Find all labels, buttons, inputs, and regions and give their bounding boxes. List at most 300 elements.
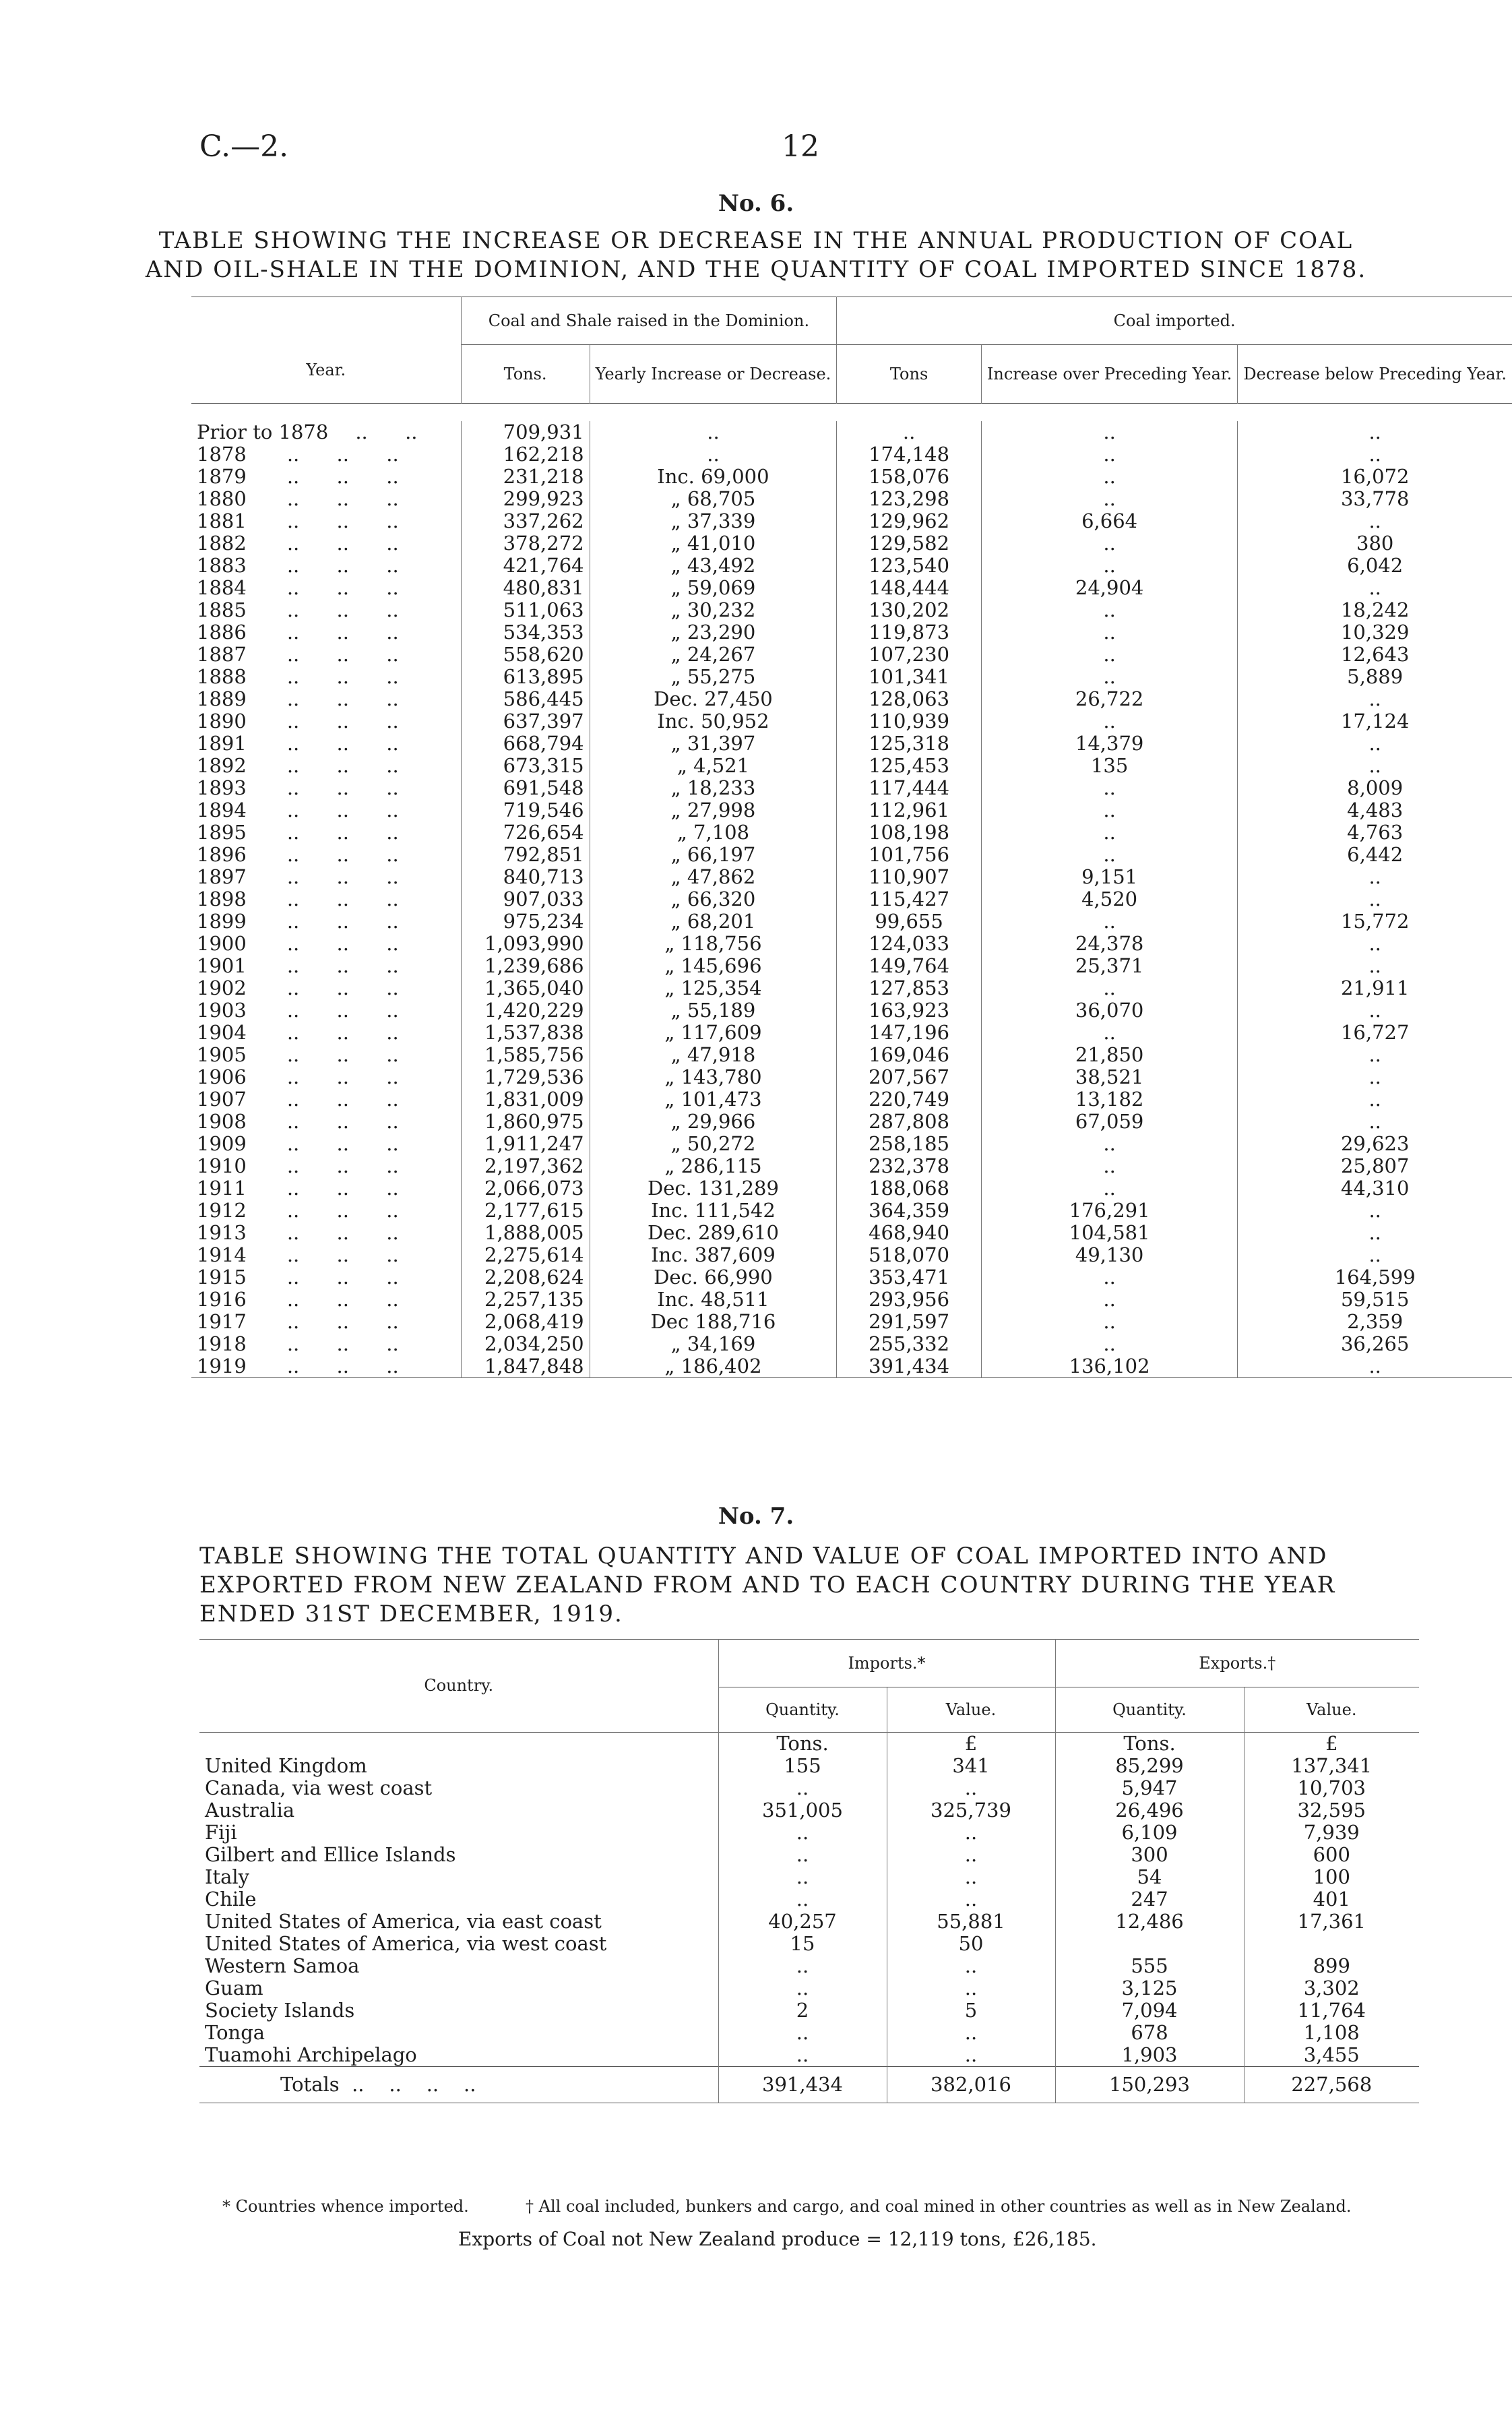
- header-imported-tons: Tons: [837, 345, 982, 404]
- cell-country: United Kingdom: [205, 1754, 367, 1777]
- cell-increase: ..: [981, 821, 1238, 844]
- cell-import-value: 341: [887, 1755, 1055, 1777]
- cell-import-quantity: ..: [718, 1888, 887, 1911]
- cell-export-quantity: 300: [1055, 1844, 1244, 1866]
- cell-tons: 511,063: [461, 599, 590, 621]
- cell-year: 1901 .. .. ..: [197, 954, 399, 977]
- cell-increase: ..: [981, 488, 1238, 510]
- cell-tons: 1,537,838: [461, 1022, 590, 1044]
- cell-import-value: ..: [887, 1866, 1055, 1888]
- cell-yearly-change: „ 30,232: [590, 599, 837, 621]
- cell-increase: 21,850: [981, 1044, 1238, 1066]
- header-imported-group: Coal imported.: [837, 297, 1512, 345]
- cell-imported-tons: 115,427: [837, 888, 982, 910]
- cell-yearly-change: „ 27,998: [590, 799, 837, 821]
- cell-tons: 975,234: [461, 910, 590, 933]
- cell-yearly-change: „ 47,918: [590, 1044, 837, 1066]
- cell-import-quantity: ..: [718, 1977, 887, 1999]
- table7-row: [199, 1955, 1419, 1977]
- cell-increase: ..: [981, 1289, 1238, 1311]
- cell-yearly-change: „ 4,521: [590, 755, 837, 777]
- totals-label: Totals .. .. .. ..: [280, 2073, 476, 2096]
- cell-yearly-change: „ 23,290: [590, 621, 837, 644]
- cell-imported-tons: 364,359: [837, 1200, 982, 1222]
- header-country: Country.: [424, 1676, 494, 1695]
- cell-yearly-change: „ 68,201: [590, 910, 837, 933]
- cell-increase: 6,664: [981, 510, 1238, 532]
- cell-increase: ..: [981, 844, 1238, 866]
- cell-decrease: 5,889: [1238, 666, 1512, 688]
- table7-row: [199, 1755, 1419, 1777]
- table6-row: [191, 1177, 1512, 1200]
- cell-yearly-change: „ 55,275: [590, 666, 837, 688]
- cell-yearly-change: Inc. 48,511: [590, 1289, 837, 1311]
- table7-row: [199, 2044, 1419, 2067]
- cell-imported-tons: 255,332: [837, 1333, 982, 1355]
- table6-row: [191, 443, 1512, 466]
- cell-export-quantity: [1055, 1933, 1244, 1955]
- cell-country: United States of America, via east coast: [205, 1910, 602, 1933]
- cell-yearly-change: „ 59,069: [590, 577, 837, 599]
- cell-decrease: 59,515: [1238, 1289, 1512, 1311]
- cell-year: 1918 .. .. ..: [197, 1332, 399, 1355]
- cell-year: 1880 .. .. ..: [197, 487, 399, 510]
- cell-yearly-change: „ 145,696: [590, 955, 837, 977]
- cell-year: 1886 .. .. ..: [197, 621, 399, 644]
- cell-year: 1912 .. .. ..: [197, 1199, 399, 1222]
- table6-row: [191, 710, 1512, 733]
- table6-row: [191, 1311, 1512, 1333]
- table6-row: [191, 910, 1512, 933]
- cell-increase: ..: [981, 910, 1238, 933]
- cell-tons: 534,353: [461, 621, 590, 644]
- cell-year: 1902 .. .. ..: [197, 976, 399, 999]
- cell-increase: ..: [981, 644, 1238, 666]
- cell-decrease: ..: [1238, 577, 1512, 599]
- cell-year: 1884 .. .. ..: [197, 576, 399, 599]
- cell-export-quantity: 12,486: [1055, 1911, 1244, 1933]
- cell-imported-tons: 163,923: [837, 999, 982, 1022]
- cell-tons: 1,729,536: [461, 1066, 590, 1088]
- cell-tons: 2,197,362: [461, 1155, 590, 1177]
- table6-row: [191, 844, 1512, 866]
- cell-decrease: 29,623: [1238, 1133, 1512, 1155]
- cell-yearly-change: „ 18,233: [590, 777, 837, 799]
- cell-imported-tons: 130,202: [837, 599, 982, 621]
- cell-imported-tons: 101,341: [837, 666, 982, 688]
- table6-row: [191, 510, 1512, 532]
- cell-increase: 14,379: [981, 733, 1238, 755]
- cell-increase: ..: [981, 710, 1238, 733]
- header-increase: Increase over Preceding Year.: [981, 345, 1238, 404]
- cell-imported-tons: 287,808: [837, 1111, 982, 1133]
- cell-decrease: ..: [1238, 421, 1512, 443]
- cell-year: 1878 .. .. ..: [197, 443, 399, 466]
- table6-row: [191, 1066, 1512, 1088]
- cell-imported-tons: ..: [837, 421, 982, 443]
- cell-year: 1883 .. .. ..: [197, 554, 399, 577]
- cell-decrease: 15,772: [1238, 910, 1512, 933]
- table6-row: [191, 755, 1512, 777]
- cell-year: 1885 .. .. ..: [197, 598, 399, 621]
- header-exports: Exports.†: [1055, 1640, 1419, 1687]
- cell-increase: ..: [981, 1266, 1238, 1289]
- table6-row: [191, 599, 1512, 621]
- cell-tons: 378,272: [461, 532, 590, 555]
- cell-import-quantity: ..: [718, 1822, 887, 1844]
- unit-export-quantity: Tons.: [1055, 1733, 1244, 1756]
- cell-year: 1896 .. .. ..: [197, 843, 399, 866]
- table6-row: [191, 1266, 1512, 1289]
- table6-row: [191, 421, 1512, 443]
- cell-year: 1881 .. .. ..: [197, 509, 399, 532]
- cell-import-value: ..: [887, 2044, 1055, 2067]
- table7-row: [199, 1911, 1419, 1933]
- cell-decrease: 16,072: [1238, 466, 1512, 488]
- table7-row: [199, 1999, 1419, 2022]
- cell-imported-tons: 147,196: [837, 1022, 982, 1044]
- table6-row: [191, 1222, 1512, 1244]
- cell-export-value: 899: [1244, 1955, 1419, 1977]
- cell-increase: 13,182: [981, 1088, 1238, 1111]
- cell-imported-tons: 129,962: [837, 510, 982, 532]
- cell-year: 1890 .. .. ..: [197, 710, 399, 733]
- cell-increase: 36,070: [981, 999, 1238, 1022]
- cell-increase: 136,102: [981, 1355, 1238, 1378]
- cell-export-value: 11,764: [1244, 1999, 1419, 2022]
- cell-decrease: 12,643: [1238, 644, 1512, 666]
- cell-year: 1903 .. .. ..: [197, 999, 399, 1022]
- cell-yearly-change: Inc. 387,609: [590, 1244, 837, 1266]
- cell-country: Australia: [205, 1799, 295, 1822]
- cell-export-quantity: 54: [1055, 1866, 1244, 1888]
- totals-export-quantity: 150,293: [1055, 2067, 1244, 2103]
- totals-import-value: 382,016: [887, 2067, 1055, 2103]
- cell-increase: 104,581: [981, 1222, 1238, 1244]
- cell-decrease: 380: [1238, 532, 1512, 555]
- cell-tons: 2,034,250: [461, 1333, 590, 1355]
- cell-tons: 2,177,615: [461, 1200, 590, 1222]
- cell-decrease: ..: [1238, 1044, 1512, 1066]
- cell-year: 1897 .. .. ..: [197, 865, 399, 888]
- cell-year: 1904 .. .. ..: [197, 1021, 399, 1044]
- table7-row: [199, 1888, 1419, 1911]
- cell-increase: ..: [981, 1133, 1238, 1155]
- table7-row: [199, 2022, 1419, 2044]
- table6-row: [191, 933, 1512, 955]
- cell-decrease: ..: [1238, 1088, 1512, 1111]
- cell-year: 1879 .. .. ..: [197, 465, 399, 488]
- table6-row: [191, 466, 1512, 488]
- cell-tons: 299,923: [461, 488, 590, 510]
- cell-decrease: ..: [1238, 1200, 1512, 1222]
- page-number: 12: [782, 129, 819, 164]
- cell-increase: ..: [981, 1155, 1238, 1177]
- cell-tons: 2,208,624: [461, 1266, 590, 1289]
- cell-year: 1914 .. .. ..: [197, 1243, 399, 1266]
- header-decrease: Decrease below Preceding Year.: [1238, 345, 1512, 404]
- table6-row: [191, 733, 1512, 755]
- cell-import-value: 325,739: [887, 1799, 1055, 1822]
- cell-tons: 673,315: [461, 755, 590, 777]
- table6-row: [191, 821, 1512, 844]
- cell-import-value: ..: [887, 2022, 1055, 2044]
- cell-year: 1898 .. .. ..: [197, 888, 399, 910]
- cell-tons: 1,888,005: [461, 1222, 590, 1244]
- cell-yearly-change: Dec. 289,610: [590, 1222, 837, 1244]
- cell-tons: 2,066,073: [461, 1177, 590, 1200]
- cell-yearly-change: „ 66,197: [590, 844, 837, 866]
- cell-import-quantity: 351,005: [718, 1799, 887, 1822]
- cell-year: 1916 .. .. ..: [197, 1288, 399, 1311]
- cell-imported-tons: 110,907: [837, 866, 982, 888]
- cell-increase: ..: [981, 666, 1238, 688]
- cell-export-value: 3,455: [1244, 2044, 1419, 2067]
- cell-import-quantity: 15: [718, 1933, 887, 1955]
- cell-decrease: 4,483: [1238, 799, 1512, 821]
- cell-increase: ..: [981, 621, 1238, 644]
- cell-imported-tons: 119,873: [837, 621, 982, 644]
- cell-imported-tons: 468,940: [837, 1222, 982, 1244]
- cell-imported-tons: 123,540: [837, 555, 982, 577]
- cell-year: 1887 .. .. ..: [197, 643, 399, 666]
- table7-row: [199, 1844, 1419, 1866]
- cell-tons: 1,420,229: [461, 999, 590, 1022]
- cell-increase: 135: [981, 755, 1238, 777]
- cell-import-value: ..: [887, 1955, 1055, 1977]
- cell-tons: 231,218: [461, 466, 590, 488]
- table6-row: [191, 488, 1512, 510]
- cell-increase: ..: [981, 555, 1238, 577]
- header-tons: Tons.: [461, 345, 590, 404]
- cell-tons: 1,585,756: [461, 1044, 590, 1066]
- table6-number: No. 6.: [718, 190, 794, 217]
- cell-export-value: 401: [1244, 1888, 1419, 1911]
- cell-yearly-change: „ 55,189: [590, 999, 837, 1022]
- cell-year: 1899 .. .. ..: [197, 910, 399, 933]
- cell-decrease: 6,042: [1238, 555, 1512, 577]
- cell-tons: 1,365,040: [461, 977, 590, 999]
- cell-tons: 840,713: [461, 866, 590, 888]
- cell-decrease: 36,265: [1238, 1333, 1512, 1355]
- cell-year: 1894 .. .. ..: [197, 799, 399, 821]
- cell-increase: ..: [981, 799, 1238, 821]
- cell-tons: 586,445: [461, 688, 590, 710]
- cell-increase: ..: [981, 977, 1238, 999]
- cell-yearly-change: „ 24,267: [590, 644, 837, 666]
- cell-year: 1919 .. .. ..: [197, 1355, 399, 1377]
- cell-import-value: ..: [887, 1844, 1055, 1866]
- cell-year: 1915 .. .. ..: [197, 1266, 399, 1289]
- cell-year: 1907 .. .. ..: [197, 1088, 399, 1111]
- cell-tons: 792,851: [461, 844, 590, 866]
- cell-yearly-change: „ 118,756: [590, 933, 837, 955]
- cell-decrease: ..: [1238, 1111, 1512, 1133]
- cell-decrease: ..: [1238, 999, 1512, 1022]
- cell-increase: 9,151: [981, 866, 1238, 888]
- cell-decrease: 2,359: [1238, 1311, 1512, 1333]
- cell-year: 1892 .. .. ..: [197, 754, 399, 777]
- cell-imported-tons: 174,148: [837, 443, 982, 466]
- cell-import-value: 5: [887, 1999, 1055, 2022]
- cell-imported-tons: 149,764: [837, 955, 982, 977]
- cell-export-quantity: 6,109: [1055, 1822, 1244, 1844]
- table7-row: [199, 1799, 1419, 1822]
- cell-decrease: 25,807: [1238, 1155, 1512, 1177]
- cell-import-value: ..: [887, 1822, 1055, 1844]
- cell-yearly-change: „ 50,272: [590, 1133, 837, 1155]
- footnote-imports: * Countries whence imported.: [222, 2197, 469, 2216]
- exports-note: Exports of Coal not New Zealand produce = 12,119 tons, £26,185.: [458, 2228, 1097, 2250]
- table7-row: [199, 1777, 1419, 1799]
- cell-import-value: ..: [887, 1888, 1055, 1911]
- cell-export-value: 137,341: [1244, 1755, 1419, 1777]
- cell-import-quantity: 2: [718, 1999, 887, 2022]
- cell-tons: 691,548: [461, 777, 590, 799]
- cell-export-value: 600: [1244, 1844, 1419, 1866]
- cell-yearly-change: „ 31,397: [590, 733, 837, 755]
- table6-row: [191, 555, 1512, 577]
- cell-import-quantity: ..: [718, 1866, 887, 1888]
- cell-decrease: ..: [1238, 955, 1512, 977]
- cell-export-value: [1244, 1933, 1419, 1955]
- unit-import-value: £: [887, 1733, 1055, 1756]
- cell-increase: ..: [981, 1177, 1238, 1200]
- cell-tons: 421,764: [461, 555, 590, 577]
- cell-yearly-change: „ 7,108: [590, 821, 837, 844]
- cell-yearly-change: „ 29,966: [590, 1111, 837, 1133]
- table6-row: [191, 1111, 1512, 1133]
- cell-yearly-change: Inc. 69,000: [590, 466, 837, 488]
- cell-decrease: ..: [1238, 888, 1512, 910]
- cell-increase: 26,722: [981, 688, 1238, 710]
- cell-yearly-change: Dec. 27,450: [590, 688, 837, 710]
- cell-yearly-change: Dec 188,716: [590, 1311, 837, 1333]
- header-export-quantity: Quantity.: [1055, 1687, 1244, 1733]
- cell-decrease: 16,727: [1238, 1022, 1512, 1044]
- cell-tons: 1,093,990: [461, 933, 590, 955]
- cell-increase: ..: [981, 1333, 1238, 1355]
- cell-imported-tons: 99,655: [837, 910, 982, 933]
- cell-yearly-change: „ 143,780: [590, 1066, 837, 1088]
- cell-imported-tons: 112,961: [837, 799, 982, 821]
- cell-decrease: 8,009: [1238, 777, 1512, 799]
- table6-row: [191, 1289, 1512, 1311]
- unit-export-value: £: [1244, 1733, 1419, 1756]
- cell-decrease: ..: [1238, 733, 1512, 755]
- cell-export-quantity: 247: [1055, 1888, 1244, 1911]
- cell-decrease: 10,329: [1238, 621, 1512, 644]
- totals-import-quantity: 391,434: [718, 2067, 887, 2103]
- cell-increase: 24,378: [981, 933, 1238, 955]
- cell-imported-tons: 127,853: [837, 977, 982, 999]
- cell-imported-tons: 518,070: [837, 1244, 982, 1266]
- cell-tons: 1,239,686: [461, 955, 590, 977]
- table6-title: TABLE SHOWING THE INCREASE OR DECREASE IN THE ANNUAL PRODUCTION OF COAL AND OIL-SHALE IN THE DOMINION, AND THE QUANTITY OF COAL IMPORTED SINCE 1878.: [145, 227, 1367, 283]
- cell-decrease: 6,442: [1238, 844, 1512, 866]
- cell-year: 1917 .. .. ..: [197, 1310, 399, 1333]
- header-imports: Imports.*: [718, 1640, 1055, 1687]
- cell-export-value: 10,703: [1244, 1777, 1419, 1799]
- cell-decrease: ..: [1238, 1066, 1512, 1088]
- cell-import-quantity: 40,257: [718, 1911, 887, 1933]
- cell-imported-tons: 148,444: [837, 577, 982, 599]
- cell-year: 1900 .. .. ..: [197, 932, 399, 955]
- cell-imported-tons: 108,198: [837, 821, 982, 844]
- cell-import-value: 55,881: [887, 1911, 1055, 1933]
- cell-decrease: 21,911: [1238, 977, 1512, 999]
- table6-row: [191, 888, 1512, 910]
- cell-country: Guam: [205, 1977, 263, 1999]
- cell-yearly-change: „ 117,609: [590, 1022, 837, 1044]
- cell-year: 1910 .. .. ..: [197, 1154, 399, 1177]
- cell-yearly-change: Inc. 111,542: [590, 1200, 837, 1222]
- cell-decrease: ..: [1238, 1355, 1512, 1378]
- cell-increase: ..: [981, 532, 1238, 555]
- cell-imported-tons: 293,956: [837, 1289, 982, 1311]
- table6-row: [191, 1200, 1512, 1222]
- cell-tons: 1,847,848: [461, 1355, 590, 1378]
- header-raised-group: Coal and Shale raised in the Dominion.: [461, 297, 837, 345]
- cell-imported-tons: 117,444: [837, 777, 982, 799]
- cell-decrease: ..: [1238, 866, 1512, 888]
- cell-increase: 24,904: [981, 577, 1238, 599]
- cell-country: Society Islands: [205, 1999, 355, 2022]
- cell-tons: 480,831: [461, 577, 590, 599]
- header-export-value: Value.: [1244, 1687, 1419, 1733]
- cell-imported-tons: 258,185: [837, 1133, 982, 1155]
- cell-decrease: ..: [1238, 933, 1512, 955]
- cell-import-quantity: ..: [718, 1955, 887, 1977]
- cell-increase: 25,371: [981, 955, 1238, 977]
- header-year: Year.: [306, 361, 346, 379]
- cell-country: Fiji: [205, 1821, 237, 1844]
- cell-import-quantity: ..: [718, 1844, 887, 1866]
- table6-row: [191, 688, 1512, 710]
- unit-import-quantity: Tons.: [718, 1733, 887, 1756]
- cell-yearly-change: „ 47,862: [590, 866, 837, 888]
- cell-increase: ..: [981, 466, 1238, 488]
- table6-row: [191, 644, 1512, 666]
- header-import-quantity: Quantity.: [718, 1687, 887, 1733]
- cell-tons: 907,033: [461, 888, 590, 910]
- cell-decrease: ..: [1238, 755, 1512, 777]
- cell-imported-tons: 125,453: [837, 755, 982, 777]
- cell-tons: 2,257,135: [461, 1289, 590, 1311]
- table7: [199, 1639, 1419, 2106]
- cell-yearly-change: ..: [590, 443, 837, 466]
- cell-decrease: 18,242: [1238, 599, 1512, 621]
- cell-increase: 49,130: [981, 1244, 1238, 1266]
- cell-year: 1905 .. .. ..: [197, 1043, 399, 1066]
- cell-export-quantity: 555: [1055, 1955, 1244, 1977]
- cell-yearly-change: Dec. 131,289: [590, 1177, 837, 1200]
- cell-year: Prior to 1878 .. ..: [197, 421, 418, 443]
- cell-imported-tons: 124,033: [837, 933, 982, 955]
- cell-yearly-change: „ 34,169: [590, 1333, 837, 1355]
- cell-imported-tons: 207,567: [837, 1066, 982, 1088]
- cell-export-value: 32,595: [1244, 1799, 1419, 1822]
- cell-year: 1913 .. .. ..: [197, 1221, 399, 1244]
- table7-row: [199, 1977, 1419, 1999]
- cell-imported-tons: 353,471: [837, 1266, 982, 1289]
- cell-import-value: 50: [887, 1933, 1055, 1955]
- cell-increase: 4,520: [981, 888, 1238, 910]
- cell-export-quantity: 678: [1055, 2022, 1244, 2044]
- cell-year: 1889 .. .. ..: [197, 687, 399, 710]
- cell-yearly-change: „ 101,473: [590, 1088, 837, 1111]
- cell-decrease: 164,599: [1238, 1266, 1512, 1289]
